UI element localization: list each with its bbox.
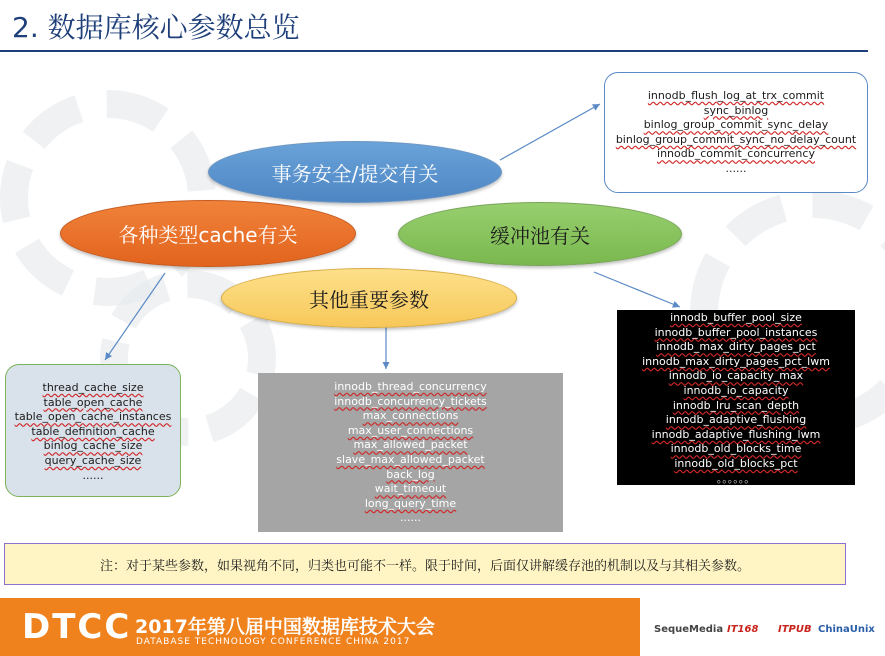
param-item: innodb_adaptive_flushing [665,413,807,427]
param-item: innodb_flush_log_at_trx_commit [647,89,825,102]
param-item: table_open_cache_instances [14,410,172,424]
param-item: query_cache_size [44,453,142,467]
dtcc-logo: DTCC [22,607,132,647]
cache-params-box [5,364,181,497]
param-item: sync_binlog [703,103,769,117]
param-item: table_definition_cache [31,424,155,438]
conference-title-en: DATABASE TECHNOLOGY CONFERENCE CHINA 2017 [136,637,411,647]
conference-title-cn: 2017年第八届中国数据库技术大会 [135,616,435,638]
param-item: innodb_max_dirty_pages_pct_lwm [642,354,830,368]
node-other-params: 其他重要参数 [221,268,517,328]
param-item: innodb_buffer_pool_size [670,311,802,324]
param-item: binlog_group_commit_sync_no_delay_count [615,132,857,146]
node-buffer-pool: 缓冲池有关 [398,202,682,266]
page-title: 2. 数据库核心参数总览 [12,11,300,44]
sponsor-sequemedia: SequeMedia [654,624,724,635]
note-box: 注：对于某些参数，如果视角不同，归类也可能不一样。限于时间，后面仅讲解缓存池的机制以及与其相关参数。 [4,543,846,585]
sponsor-chinaunix: ChinaUnix [818,624,875,635]
param-item: innodb_commit_concurrency [657,147,815,161]
param-item: table_open_cache [43,395,143,409]
title-divider [0,50,868,52]
param-item: binlog_cache_size [43,439,143,453]
tx-params-box [604,72,868,193]
param-item: innodb_thread_concurrency [334,380,487,393]
param-item: wait_timeout [374,482,447,496]
param-item: long_query_time [364,496,457,510]
arrow-buffer [594,272,680,307]
node-transaction-safety: 事务安全/提交有关 [208,141,502,203]
param-item: innodb_lru_scan_depth [672,398,800,412]
other-params-box [258,373,563,532]
param-item: innodb_io_capacity [683,383,789,397]
node-cache: 各种类型cache有关 [60,200,356,267]
param-item: innodb_concurrency_tickets [334,394,487,408]
param-item: ...... [400,511,421,525]
param-item: ...... [82,468,104,482]
param-item: innodb_old_blocks_pct [674,456,798,470]
buffer-params-box [617,310,855,485]
param-item: innodb_io_capacity_max [668,369,804,383]
param-item: binlog_group_commit_sync_delay [643,118,829,132]
param-item: innodb_adaptive_flushing_lwm [651,427,821,441]
param-item: max_allowed_packet [353,438,468,452]
param-item: innodb_max_dirty_pages_pct [656,340,816,354]
arrow-tx [500,104,600,160]
sponsor-itpub: ITPUB [778,624,812,635]
param-item: 。。。。。。 [716,471,756,485]
param-item: back_log [386,467,435,481]
param-item: max_user_connections [347,423,474,437]
param-item: slave_max_allowed_packet [336,452,485,466]
param-item: innodb_old_blocks_time [670,442,802,456]
param-item: thread_cache_size [42,381,144,394]
param-item: innodb_buffer_pool_instances [654,325,818,339]
param-item: ...... [725,161,747,175]
sponsor-it168: IT168 [727,624,759,635]
param-item: max_connections [362,409,459,423]
